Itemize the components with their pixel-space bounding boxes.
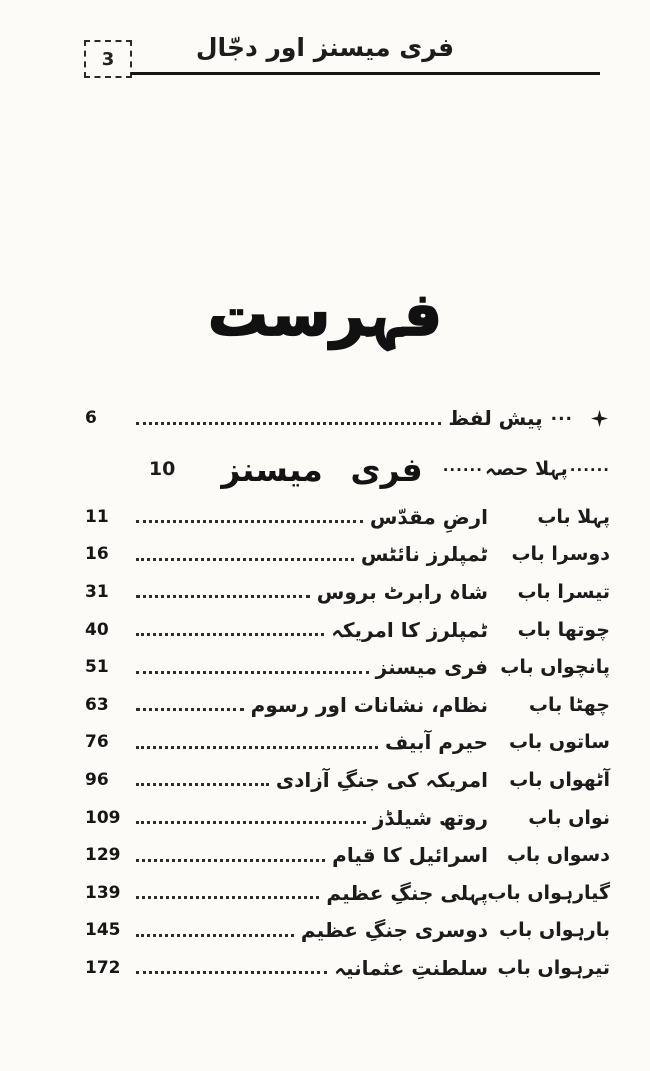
- page-number: 172: [85, 957, 121, 978]
- dotted-leader: [136, 746, 378, 749]
- dotted-leader: [136, 783, 269, 786]
- chapter-label: پانچواں باب: [500, 656, 610, 679]
- dotted-leader: [136, 896, 319, 899]
- toc-row: [85, 611, 610, 649]
- dotted-leader: [136, 595, 310, 598]
- toc-row: [85, 874, 610, 912]
- dotted-leader: [136, 971, 327, 974]
- chapter-title: فری میسنز: [375, 655, 488, 680]
- page-number: 109: [85, 807, 121, 828]
- dotted-leader: [136, 520, 363, 523]
- page-number: 31: [85, 581, 109, 602]
- page-number: 40: [85, 619, 109, 640]
- chapter-title: شاہ رابرٹ بروس: [316, 579, 488, 604]
- chapter-title: دوسری جنگِ عظیم: [300, 918, 488, 943]
- foreword-ellipsis: ...: [550, 405, 573, 425]
- chapter-label: چھٹا باب: [528, 693, 610, 716]
- page-number: 129: [85, 845, 121, 866]
- section-label: پہلا حصہ: [484, 458, 568, 480]
- chapter-label: گیارہواں باب: [487, 881, 610, 904]
- book-title-header: فری میسنز اور دجّال: [195, 33, 455, 62]
- chapter-label: ساتوں باب: [508, 731, 610, 754]
- toc-row: [85, 799, 610, 837]
- chapter-label: نواں باب: [528, 806, 610, 829]
- chapter-label: تیرہواں باب: [497, 956, 610, 979]
- dotted-leader: [136, 671, 369, 674]
- chapter-title: پہلی جنگِ عظیم: [326, 880, 488, 905]
- foreword-label: پیش لفظ: [448, 406, 543, 430]
- page-number: 16: [85, 544, 109, 565]
- page-number: 51: [85, 657, 109, 678]
- toc-row: [85, 648, 610, 686]
- chapter-title: نظام، نشانات اور رسوم: [250, 692, 488, 717]
- section-title: فری میسنز: [221, 449, 423, 489]
- page-number: 76: [85, 732, 109, 753]
- toc-row: [85, 949, 610, 987]
- page-number: 63: [85, 694, 109, 715]
- toc-row: [85, 573, 610, 611]
- page-number: 139: [85, 882, 121, 903]
- page-title: فہرست: [207, 280, 443, 350]
- page-number: 10: [148, 458, 176, 480]
- toc-row: [85, 686, 610, 724]
- toc-row: [85, 724, 610, 762]
- page-number: 11: [85, 506, 109, 527]
- toc-row: [85, 836, 610, 874]
- page-number: 6: [85, 408, 97, 428]
- chapter-label: بارہواں باب: [499, 919, 610, 942]
- toc-foreword-row: [85, 396, 610, 440]
- chapter-label: دوسرا باب: [511, 543, 610, 566]
- chapter-title: ٹمپلرز کا امریکہ: [331, 617, 488, 642]
- section-leader-left: ......: [442, 457, 483, 475]
- chapter-label: دسواں باب: [506, 844, 610, 867]
- toc-row: [85, 761, 610, 799]
- chapter-title: حیرم آبیف: [385, 730, 488, 755]
- toc-row: [85, 498, 610, 536]
- header-rule: [131, 72, 600, 75]
- section-leader-right: ......: [569, 457, 610, 475]
- chapter-title: روتھ شیلڈز: [372, 805, 488, 830]
- chapter-title: ارضِ مقدّس: [369, 504, 488, 529]
- chapter-label: پہلا باب: [537, 505, 610, 528]
- dotted-leader: [136, 859, 325, 862]
- toc-row: [85, 536, 610, 574]
- dotted-leader: [136, 934, 294, 937]
- dotted-leader: [136, 821, 366, 824]
- chapter-title: امریکہ کی جنگِ آزادی: [275, 767, 488, 792]
- page-number: 96: [85, 769, 109, 790]
- toc-section-row: [85, 440, 610, 498]
- toc-row: [85, 912, 610, 950]
- dotted-leader: [136, 422, 441, 425]
- dotted-leader: [136, 558, 354, 561]
- chapter-title: ٹمپلرز نائٹس: [360, 542, 488, 567]
- dotted-leader: [136, 708, 244, 711]
- chapter-title: سلطنتِ عثمانیہ: [334, 955, 488, 980]
- table-of-contents: [85, 396, 610, 987]
- chapter-label: چوتھا باب: [517, 618, 610, 641]
- page-number: 3: [101, 48, 115, 70]
- chapter-label: تیسرا باب: [517, 580, 610, 603]
- page-number: 145: [85, 920, 121, 941]
- four-pointed-star-icon: [591, 410, 608, 427]
- dotted-leader: [136, 633, 324, 636]
- chapter-label: آٹھواں باب: [509, 768, 610, 791]
- chapter-title: اسرائیل کا قیام: [332, 843, 488, 868]
